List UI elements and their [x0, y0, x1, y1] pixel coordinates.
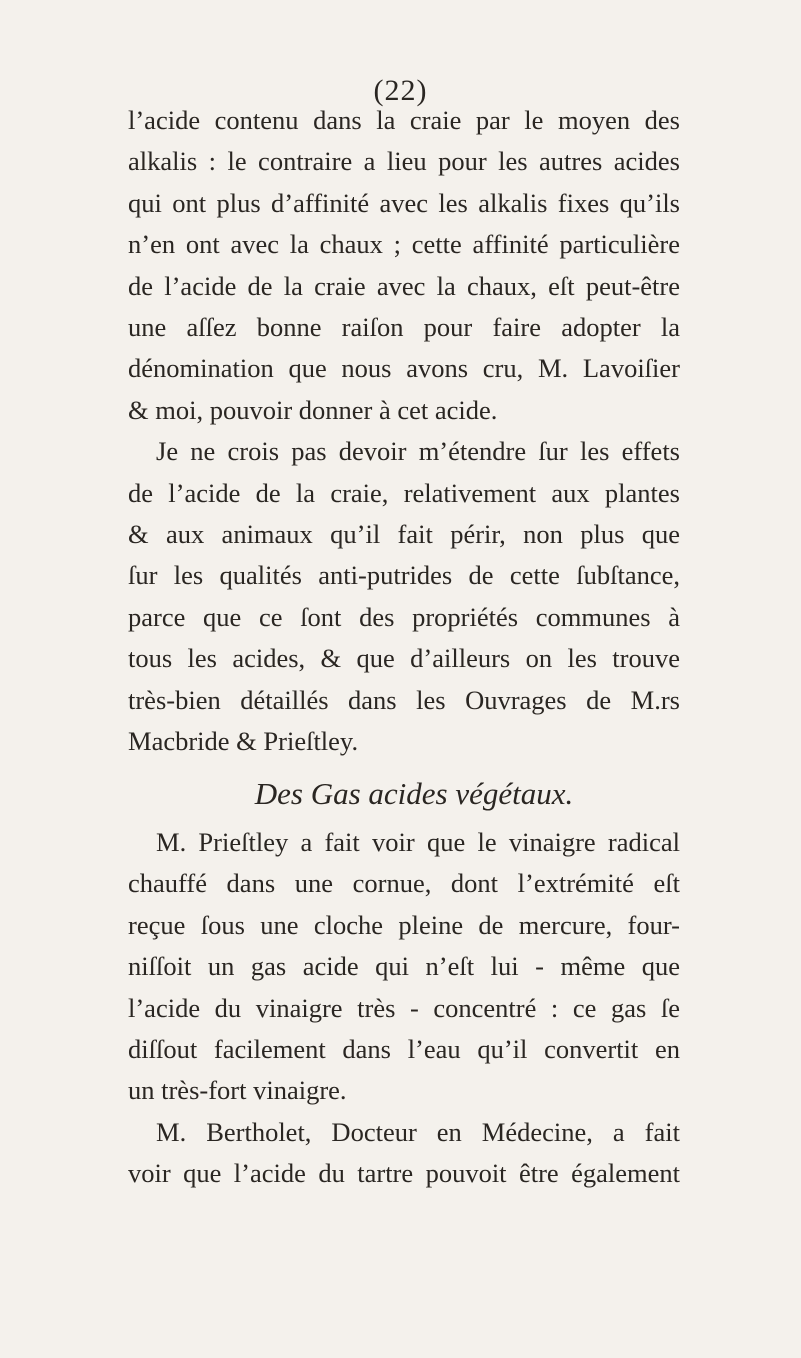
text-line: parce que ce ſont des propriétés communes à	[128, 601, 680, 632]
text-line: n’en ont avec la chaux ; cette affinité particulière	[128, 229, 680, 260]
text-line: l’acide contenu dans la craie par le moyen des	[128, 105, 680, 135]
text-line: chauffé dans une cornue, dont l’extrémité eſt	[128, 868, 680, 899]
text-line: Macbride & Prieſtley.	[128, 726, 359, 757]
text-line: très-bien détaillés dans les Ouvrages de M.rs	[128, 684, 680, 715]
text-line: niſſoit un gas acide qui n’eſt lui - même que	[128, 951, 680, 982]
text-line: de l’acide de la craie, relativement aux plantes	[128, 477, 680, 508]
text-line: M. Bertholet, Docteur en Médecine, a fait	[156, 1116, 680, 1147]
text-line: de l’acide de la craie avec la chaux, eſt peut-être	[128, 270, 680, 301]
text-line: un très-fort vinaigre.	[128, 1075, 347, 1106]
text-line: dénomination que nous avons cru, M. Lavoiſier	[128, 353, 680, 384]
text-line: ſur les qualités anti-putrides de cette ſubſtance,	[128, 560, 680, 591]
page-number: (22)	[373, 74, 428, 107]
text-line: reçue ſous une cloche pleine de mercure, four-	[128, 909, 680, 940]
text-line: diſſout facilement dans l’eau qu’il convertit en	[128, 1033, 680, 1064]
section-heading: Des Gas acides végétaux.	[254, 775, 574, 811]
text-line: M. Prieſtley a fait voir que le vinaigre radical	[156, 826, 680, 857]
body-text	[128, 100, 680, 1195]
text-line: l’acide du vinaigre très - concentré : ce gas ſe	[128, 992, 680, 1023]
text-line: qui ont plus d’affinité avec les alkalis fixes qu’ils	[128, 187, 680, 218]
text-line: voir que l’acide du tartre pouvoit être également	[128, 1158, 680, 1189]
text-line: & moi, pouvoir donner à cet acide.	[128, 394, 498, 425]
text-line: alkalis : le contraire a lieu pour les autres acides	[128, 146, 680, 177]
text-line: une aſſez bonne raiſon pour faire adopter la	[128, 312, 680, 343]
text-line: & aux animaux qu’il fait périr, non plus que	[128, 519, 680, 550]
text-line: tous les acides, & que d’ailleurs on les trouve	[128, 643, 680, 674]
text-line: Je ne crois pas devoir m’étendre ſur les effets	[156, 436, 680, 467]
